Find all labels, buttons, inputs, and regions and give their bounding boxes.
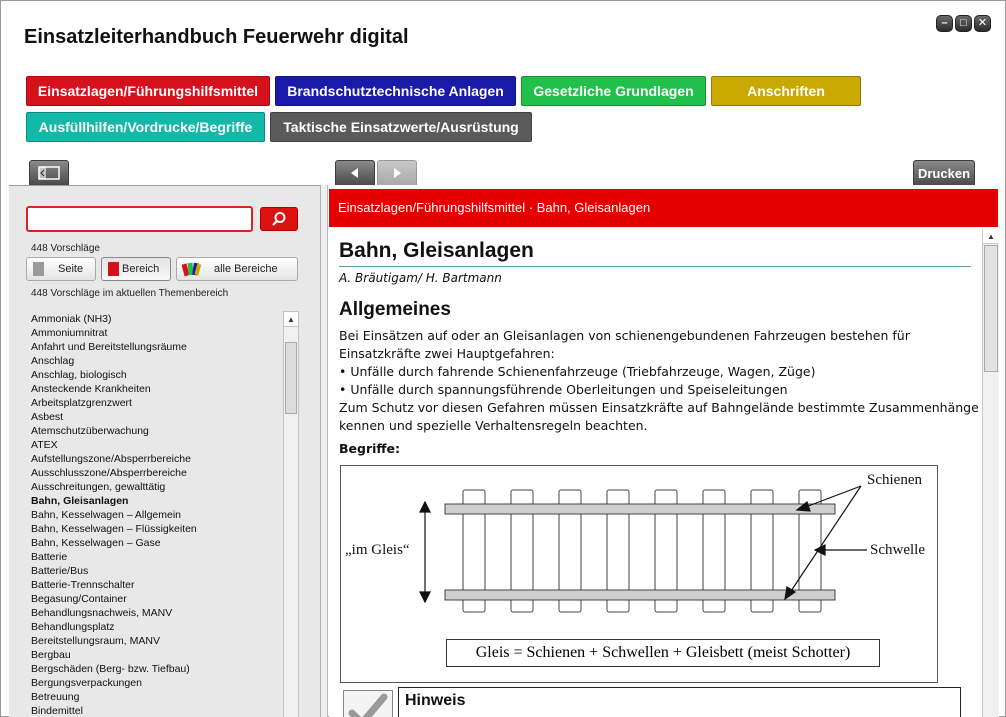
scroll-thumb[interactable] (285, 342, 297, 414)
paragraph: Zum Schutz vor diesen Gefahren müssen Einsatzkräfte auf Bahngelände bestimmte Zusammenhänge kennen und spezielle Verhaltensregeln beachten. (339, 400, 979, 433)
article-body (339, 327, 979, 435)
scope-swatch-gray (33, 262, 44, 276)
content-scrollbar[interactable] (982, 229, 999, 717)
paragraph: Bei Einsätzen auf oder an Gleisanlagen von schienengebundenen Fahrzeugen bestehen für Einsatzkräfte zwei Hauptgefahren: (339, 328, 910, 361)
topic-list-item[interactable]: Bergbau (31, 649, 71, 661)
title-divider (339, 266, 971, 267)
minimize-icon[interactable]: – (936, 15, 953, 32)
topic-list-item[interactable]: Bahn, Kesselwagen – Gase (31, 537, 161, 549)
figure-caption: Gleis = Schienen + Schwellen + Gleisbett (meist Schotter) (446, 639, 880, 667)
scope-label: alle Bereiche (214, 263, 278, 275)
category-button-einsatzlagen[interactable]: Einsatzlagen/Führungshilfsmittel (26, 76, 270, 106)
panel-toggle-button[interactable] (29, 160, 69, 185)
scroll-up-icon[interactable]: ▲ (284, 312, 298, 327)
topic-list-item[interactable]: Batterie-Trennschalter (31, 579, 135, 591)
search-input[interactable] (26, 206, 253, 232)
arrow-right-icon (391, 167, 403, 179)
topic-list-item[interactable]: Batterie (31, 551, 68, 563)
app-title: Einsatzleiterhandbuch Feuerwehr digital (24, 26, 409, 48)
search-button[interactable] (260, 207, 298, 231)
topic-list-item[interactable]: Arbeitsplatzgrenzwert (31, 397, 132, 409)
print-button[interactable]: Drucken (913, 160, 975, 185)
checkmark-icon (344, 691, 392, 717)
forward-button[interactable] (377, 160, 417, 185)
hint-title: Hinweis (398, 687, 961, 717)
arrow-left-icon (349, 167, 361, 179)
track-illustration (341, 466, 937, 636)
window-controls (936, 15, 991, 32)
terms-heading: Begriffe: (339, 441, 401, 456)
close-icon[interactable]: ✕ (974, 15, 991, 32)
scroll-thumb[interactable] (984, 245, 998, 372)
panel-splitter[interactable] (321, 185, 328, 717)
category-button-taktische-werte[interactable]: Taktische Einsatzwerte/Ausrüstung (270, 112, 532, 142)
topic-list-item[interactable]: Betreuung (31, 691, 80, 703)
topic-list-item[interactable]: Behandlungsnachweis, MANV (31, 607, 173, 619)
category-button-gesetze[interactable]: Gesetzliche Grundlagen (521, 76, 706, 106)
scope-button-alle[interactable] (176, 257, 298, 281)
topic-list (31, 312, 281, 717)
scope-button-seite[interactable] (26, 257, 96, 281)
label-schienen: Schienen (867, 472, 922, 488)
scope-swatch-red (108, 262, 119, 276)
topic-list-item[interactable]: Anschlag, biologisch (31, 369, 127, 381)
topic-list-item[interactable]: Anschlag (31, 355, 75, 367)
panel-toggle-icon (38, 166, 60, 180)
scope-count: 448 Vorschläge im aktuellen Themenbereich (31, 288, 229, 299)
topic-list-item[interactable]: Batterie/Bus (31, 565, 89, 577)
category-button-ausfuellhilfen[interactable]: Ausfüllhilfen/Vordrucke/Begriffe (26, 112, 265, 142)
topic-list-item[interactable]: Begasung/Container (31, 593, 127, 605)
scope-label: Seite (58, 263, 84, 275)
topic-list-item[interactable]: Bergungsverpackungen (31, 677, 142, 689)
topic-list-item[interactable]: Bahn, Kesselwagen – Allgemein (31, 509, 182, 521)
topic-list-item[interactable]: Bahn, Gleisanlagen (31, 495, 129, 507)
article-authors: A. Bräutigam/ H. Bartmann (339, 271, 502, 285)
topic-list-scrollbar[interactable] (283, 311, 299, 717)
scroll-up-icon[interactable]: ▲ (983, 229, 999, 244)
topic-list-item[interactable]: Ausschlusszone/Absperrbereiche (31, 467, 187, 479)
track-diagram (340, 465, 938, 683)
topic-list-item[interactable]: Bergschäden (Berg- bzw. Tiefbau) (31, 663, 190, 675)
bullet-item: • Unfälle durch fahrende Schienenfahrzeuge (Triebfahrzeuge, Wagen, Züge) (339, 364, 816, 379)
category-button-anschriften[interactable]: Anschriften (711, 76, 861, 106)
breadcrumb: Einsatzlagen/Führungshilfsmittel · Bahn, Gleisanlagen (329, 189, 998, 227)
topic-list-item[interactable]: Ammoniumnitrat (31, 327, 108, 339)
topic-list-item[interactable]: Asbest (31, 411, 64, 423)
label-im-gleis: „im Gleis“ (345, 542, 410, 558)
maximize-icon[interactable]: □ (955, 15, 972, 32)
topic-list-item[interactable]: Bereitstellungsraum, MANV (31, 635, 160, 647)
topic-list-item[interactable]: ATEX (31, 439, 58, 451)
category-button-brandschutz[interactable]: Brandschutztechnische Anlagen (275, 76, 516, 106)
topic-list-item[interactable]: Ammoniak (NH3) (31, 313, 112, 325)
topic-list-item[interactable]: Bahn, Kesselwagen – Flüssigkeiten (31, 523, 197, 535)
topic-list-item[interactable]: Atemschutzüberwachung (31, 425, 149, 437)
label-schwelle: Schwelle (870, 542, 925, 558)
topic-list-item[interactable]: Behandlungsplatz (31, 621, 115, 633)
article-title: Bahn, Gleisanlagen (339, 239, 534, 262)
article (329, 229, 982, 717)
bullet-item: • Unfälle durch spannungsführende Oberleitungen und Speiseleitungen (339, 382, 788, 397)
topic-list-item[interactable]: Ansteckende Krankheiten (31, 383, 151, 395)
topic-list-item[interactable]: Anfahrt und Bereitstellungsräume (31, 341, 187, 353)
back-button[interactable] (335, 160, 375, 185)
search-icon (271, 211, 287, 227)
scope-label: Bereich (122, 263, 160, 275)
topic-list-item[interactable]: Ausschreitungen, gewalttätig (31, 481, 166, 493)
topic-list-item[interactable]: Bindemittel (31, 705, 83, 717)
topic-list-item[interactable]: Aufstellungszone/Absperrbereiche (31, 453, 191, 465)
multicolor-swatch-icon (182, 261, 202, 277)
result-count: 448 Vorschläge (31, 243, 100, 254)
section-heading: Allgemeines (339, 299, 451, 320)
scope-button-bereich[interactable] (101, 257, 171, 281)
hint-icon-box (343, 690, 393, 717)
